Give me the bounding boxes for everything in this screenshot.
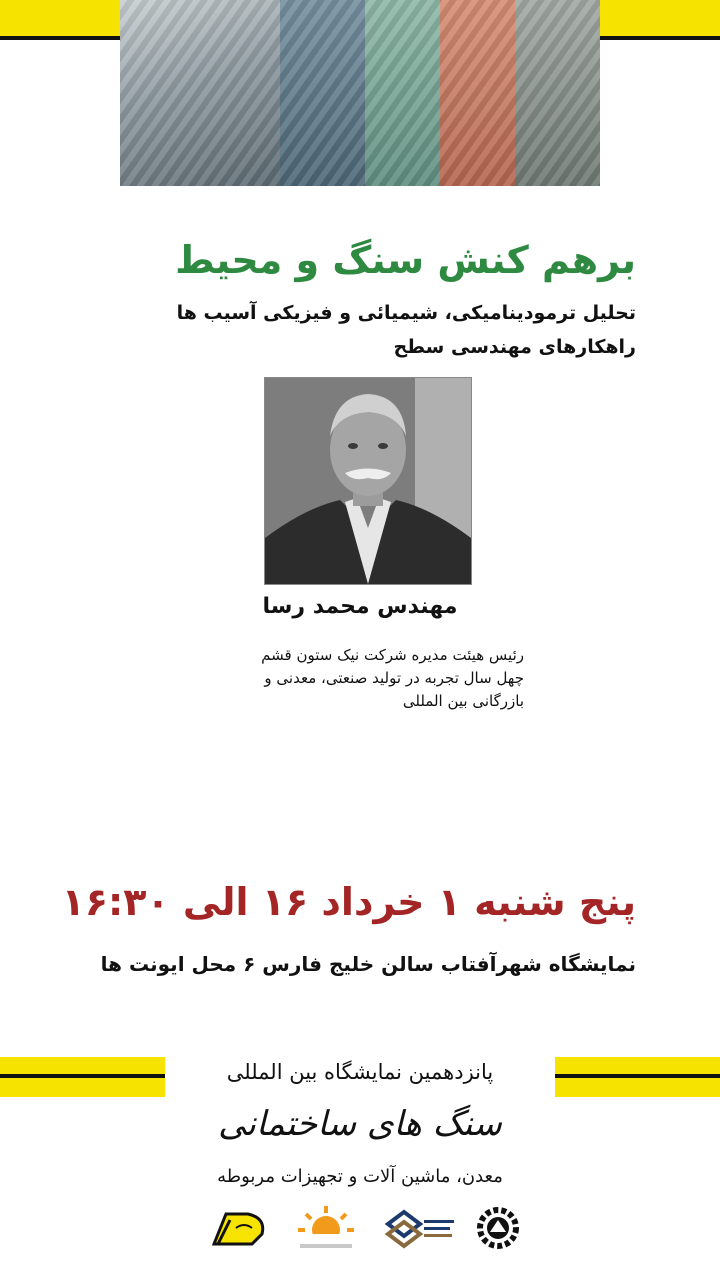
header-yellow-band-right <box>598 0 720 40</box>
sun-stone-logo <box>292 1204 360 1252</box>
speaker-bio-line-3: بازرگانی بین المللی <box>402 692 524 710</box>
exhibition-subtitle: معدن، ماشین آلات و تجهیزات مربوطه <box>217 1166 503 1187</box>
exhibition-title: پانزدهمین نمایشگاه بین المللی <box>226 1060 494 1084</box>
association-gear-logo <box>470 1204 526 1252</box>
header-rule-left <box>0 36 122 40</box>
event-venue: نمایشگاه شهرآفتاب سالن خلیج فارس ۶ محل ایونت ها <box>100 952 636 976</box>
header-rule-right <box>598 36 720 40</box>
subtitle-line-1: تحلیل ترمودینامیکی، شیمیائی و فیزیکی آسیب ها <box>176 302 636 324</box>
main-title: برهم کنش سنگ و محیط <box>175 238 636 282</box>
footer-rule-left <box>0 1074 165 1078</box>
header-yellow-band-left <box>0 0 122 40</box>
speaker-photo <box>264 377 472 585</box>
event-date-time: پنج شنبه ۱ خرداد ۱۶ الی ۱۶:۳۰ <box>61 880 636 924</box>
subtitle-line-2: راهکارهای مهندسی سطح <box>393 336 636 358</box>
footer-rule-right <box>555 1074 720 1078</box>
speaker-bio-line-2: چهل سال تجربه در تولید صنعتی، معدنی و <box>264 669 524 687</box>
exhibition-script-title: سنگ های ساختمانی <box>218 1104 502 1144</box>
speaker-name: مهندس محمد رسا <box>262 594 458 619</box>
iran-stone-association-logo <box>384 1204 458 1252</box>
speaker-bio-line-1: رئیس هیئت مدیره شرکت نیک ستون قشم <box>261 646 524 664</box>
event-logo <box>208 1204 274 1252</box>
stone-relief-banner <box>120 0 600 186</box>
